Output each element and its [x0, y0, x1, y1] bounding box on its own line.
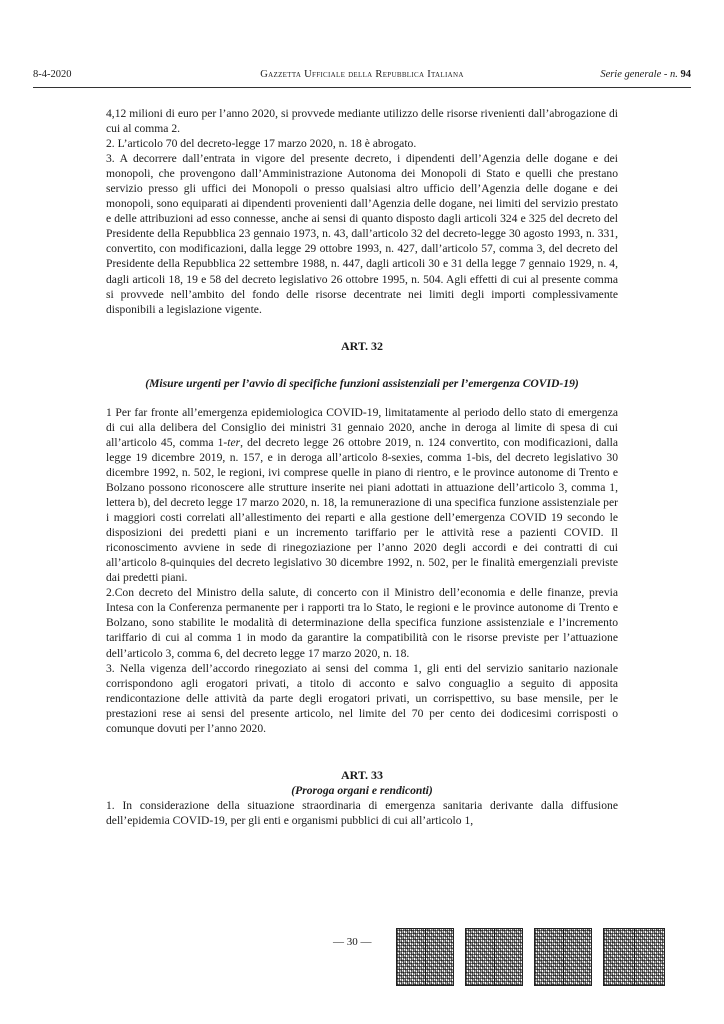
paragraph-comma-3: 3. A decorrere dall’entrata in vigore del presente decreto, i dipendenti dell’Agenzia delle dogane e dei monopoli, che provengono dall’Amministrazione Autonoma dei Monopoli di Stato e quelli che prestano servizio presso gli uffici dei Monopoli o presso qualsiasi altro ufficio dell’Agenzia delle dogane e dei monopoli, sono equiparati ai dipendenti provenienti dall’Agenzia delle dogane, nei limiti del servizio prestato e delle attribuzioni ad esso connesse, anche ai sensi di quanto disposto dagli articoli 324 e 325 del decreto del Presidente della Repubblica 23 gennaio 1973, n. 43, dall’articolo 32 del decreto-legge 30 agosto 1993, n. 331, convertito, con modificazioni, dalla legge 29 ottobre 1993, n. 427, dall’articolo 57, comma 3, del decreto del Presidente della Repubblica 22 settembre 1988, n. 447, dagli articoli 30 e 31 della legge 7 gennaio 1929, n. 4, dagli articoli 18, 19 e 58 del decreto legislativo 26 ottobre 1995, n. 504. Agli effetti di cui al presente comma si provvede nell’ambito del fondo delle risorse decentrate nei limiti degli importi complessivamente disponibili a legislazione vigente.	[106, 152, 618, 316]
article-33-heading: ART. 33	[340, 767, 384, 782]
series-text: Serie generale - n.	[600, 69, 678, 80]
article-32-comma-3: 3. Nella vigenza dell’accordo rinegoziato ai sensi del comma 1, gli enti del servizio sanitario nazionale corrispondono agli erogatori privati, a titolo di acconto e salvo conguaglio a seguito di apposita rendicontazione delle attività da parte degli erogatori privati, un corrispettivo, su base mensile, per le prestazioni rese ai sensi del presente articolo, nel limite del 70 per cento dei dodicesimi corrisposti o comunque dovuti per l’anno 2020.	[106, 661, 618, 735]
article-32-heading: ART. 32	[340, 338, 384, 353]
series-number: 94	[680, 69, 691, 80]
datamatrix-code-3	[534, 928, 592, 986]
article-33-rubric: (Proroga organi e rendiconti)	[291, 783, 433, 797]
page-header	[33, 69, 691, 85]
page-number: — 30 —	[333, 936, 372, 948]
article-32-comma-1-part-a: 1 Per far fronte all’emergenza epidemiologica COVID-19, limitatamente al periodo dello stato di emergenza di cui alla delibera del Consiglio dei ministri 31 gennaio 2020, anche in deroga al limite di spesa di cui all’articolo 45, comma 1-	[106, 405, 618, 449]
article-32-comma-1-part-b: , del decreto legge 26 ottobre 2019, n. 124 convertito, con modificazioni, dalla legge 19 dicembre 2019, n. 157, e in deroga all’articolo 8-sexies, comma 1-bis, del decreto legislativo 30 dicembre 1992, n. 502, le regioni, ivi comprese quelle in piano di rientro, e le province autonome di Trento e Bolzano possono riconoscere alle strutture inserite nei piani adottati in attuazione dell’articolo 3, comma 1, lettera b), del decreto legge 17 marzo 2020, n. 18, la remunerazione di una specifica funzione assistenziale per i maggiori costi correlati all’allestimento dei reparti e alla gestione dell’emergenza COVID 19 secondo le disposizioni dei predetti piani e un incremento tariffario per le attività rese a pazienti COVID. Il riconoscimento avviene in sede di rinegoziazione per l’anno 2020 degli accordi e dei contratti di cui all’articolo 8-quinquies del decreto legislativo 30 dicembre 1992, n. 502, per le finalità emergenziali previste dai predetti piani.	[106, 435, 618, 585]
gazette-title: Gazzetta Ufficiale della Repubblica Italiana	[260, 69, 464, 80]
datamatrix-code-4	[603, 928, 665, 986]
header-divider	[33, 87, 691, 88]
document-body	[106, 106, 618, 828]
page-footer	[0, 928, 724, 990]
datamatrix-code-2	[465, 928, 523, 986]
issue-date: 8-4-2020	[33, 69, 72, 80]
article-32-comma-1-ter: ter	[227, 435, 241, 449]
article-32-comma-2: 2.Con decreto del Ministro della salute, di concerto con il Ministro dell’economia e delle finanze, previa Intesa con la Conferenza permanente per i rapporti tra lo Stato, le regioni e le province autonome di Trento e Bolzano, sono stabilite le modalità di determinazione della specifica funzione assistenziale e l’incremento tariffario di cui al comma 1 in modo da garantire la compatibilità con le risorse previste per l’attuazione dell’articolo 3, comma 6, del decreto legge 17 marzo 2020, n. 18.	[106, 586, 618, 660]
article-33-comma-1: 1. In considerazione della situazione straordinaria di emergenza sanitaria derivante dalla diffusione dell’epidemia COVID-19, per gli enti e organismi pubblici di cui all’articolo 1,	[106, 798, 618, 827]
datamatrix-code-1	[396, 928, 454, 986]
article-32-comma-1	[106, 405, 618, 586]
series-label	[600, 69, 691, 80]
paragraph-comma-2: 2. L’articolo 70 del decreto-legge 17 marzo 2020, n. 18 è abrogato.	[106, 137, 417, 151]
paragraph-continuation: 4,12 milioni di euro per l’anno 2020, si provvede mediante utilizzo delle risorse rivenienti dall’abrogazione di cui al comma 2.	[106, 107, 618, 136]
article-32-rubric: (Misure urgenti per l’avvio di specifiche funzioni assistenziali per l’emergenza COVID-19)	[145, 376, 579, 390]
